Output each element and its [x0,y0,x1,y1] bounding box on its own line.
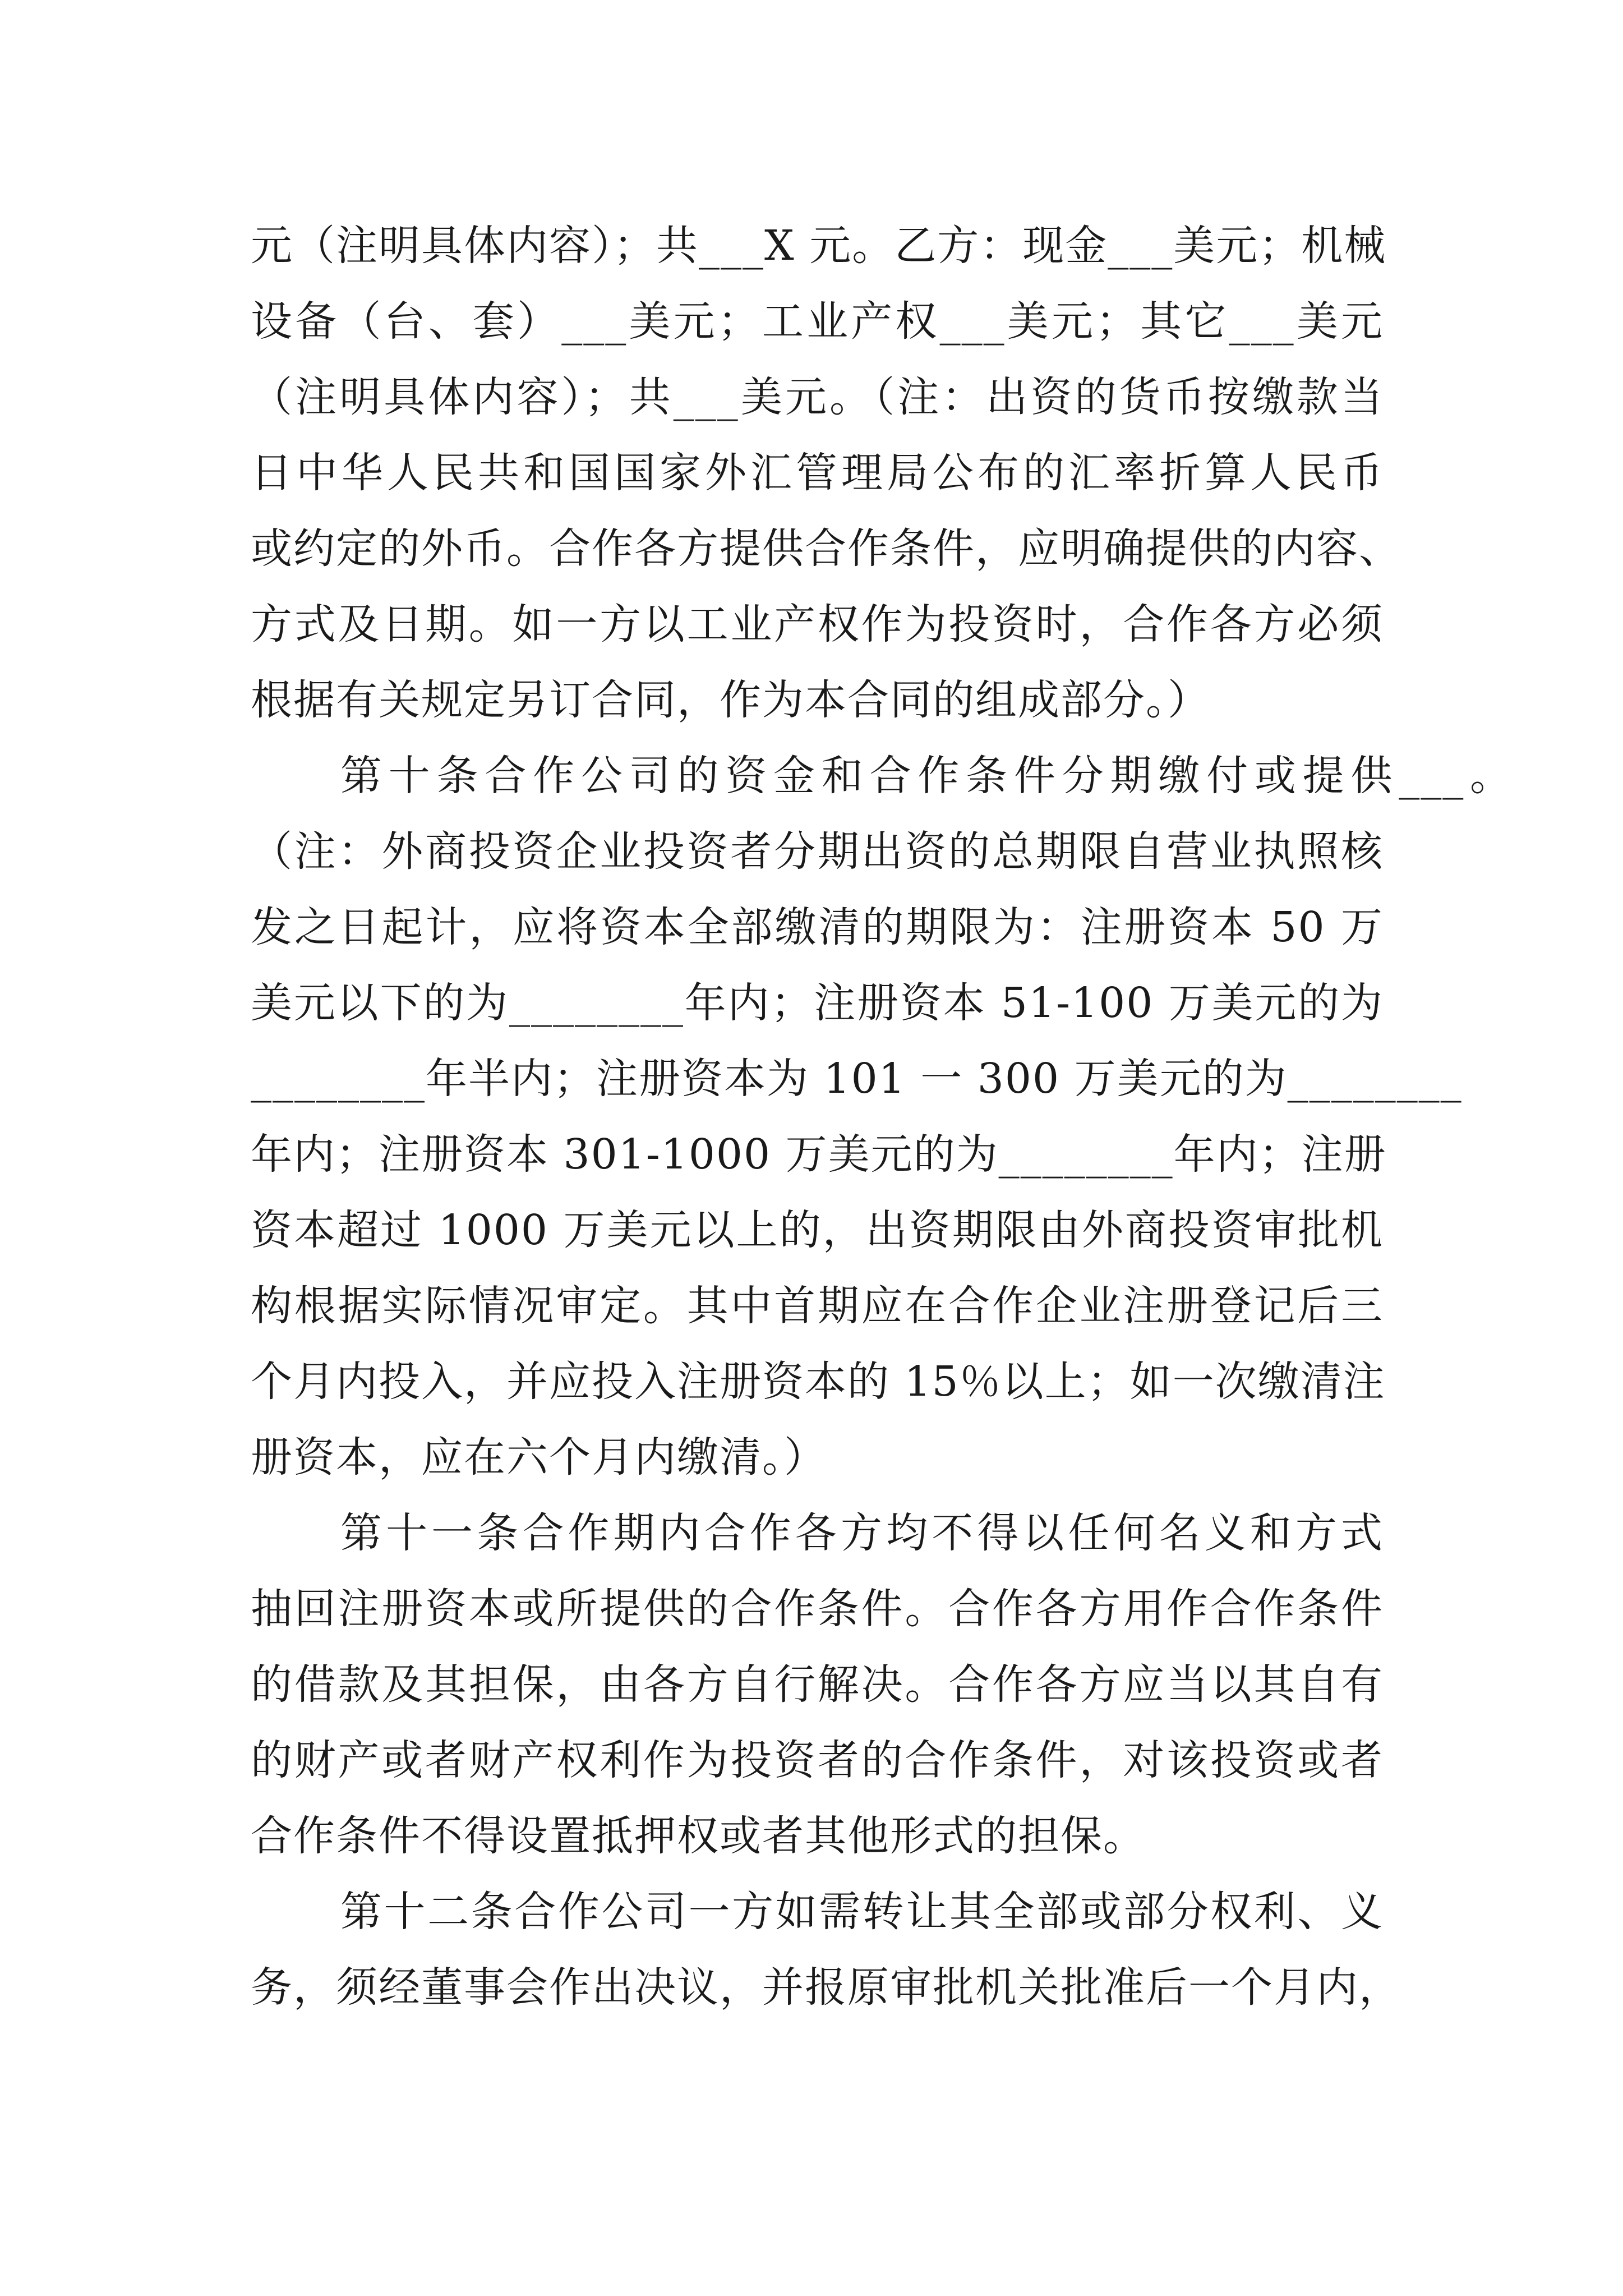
article-ten-heading: 第十条合作公司的资金和合作条件分期缴付或提供___。 [340,752,1513,800]
text-line: 或约定的外币。合作各方提供合作条件，应明确提供的内容、 [251,524,1401,573]
article-eleven-heading: 第十一条合作期内合作各方均不得以任何名义和方式 [340,1509,1384,1557]
text-line: 方式及日期。如一方以工业产权作为投资时，合作各方必须 [251,600,1384,648]
text-line: （注：外商投资企业投资者分期出资的总期限自营业执照核 [251,827,1384,876]
text-line: 设备（台、套）___美元；工业产权___美元；其它___美元 [251,297,1384,346]
article-twelve-heading: 第十二条合作公司一方如需转让其全部或部分权利、义 [340,1888,1384,1936]
text-line: （注明具体内容）；共___美元。（注：出资的货币按缴款当 [251,373,1384,421]
text-line: 个月内投入，并应投入注册资本的 15％以上；如一次缴清注 [251,1358,1386,1406]
text-line: 册资本，应在六个月内缴清。） [251,1433,827,1481]
text-line: 美元以下的为________年内；注册资本 51-100 万美元的为 [251,979,1384,1027]
text-line: 抽回注册资本或所提供的合作条件。合作各方用作合作条件 [251,1585,1384,1633]
text-line: 根据有关规定另订合同，作为本合同的组成部分。） [251,676,1210,724]
text-line: 合作条件不得设置抵押权或者其他形式的担保。 [251,1812,1146,1860]
text-line: 务，须经董事会作出决议，并报原审批机关批准后一个月内， [251,1963,1401,2012]
text-line: 构根据实际情况审定。其中首期应在合作企业注册登记后三 [251,1282,1384,1330]
text-line: 发之日起计，应将资本全部缴清的期限为：注册资本 50 万 [251,903,1384,951]
text-line: 元（注明具体内容）；共___X 元。乙方：现金___美元；机械 [251,222,1387,270]
text-line: 的借款及其担保，由各方自行解决。合作各方应当以其自有 [251,1660,1384,1709]
text-line: ________年半内；注册资本为 101 一 300 万美元的为________ [251,1055,1463,1103]
text-line: 资本超过 1000 万美元以上的，出资期限由外商投资审批机 [251,1206,1384,1254]
text-line: 年内；注册资本 301-1000 万美元的为________年内；注册 [251,1130,1387,1179]
text-line: 的财产或者财产权利作为投资者的合作条件，对该投资或者 [251,1736,1384,1784]
text-line: 日中华人民共和国国家外汇管理局公布的汇率折算人民币 [251,449,1384,497]
